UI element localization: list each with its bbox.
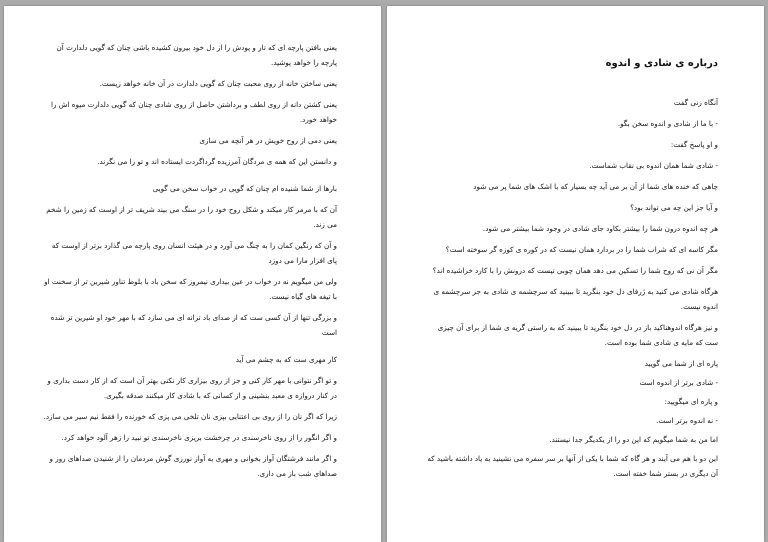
- paragraph: یعنی دمی از روح خویش در هر آنچه می سازی: [199, 136, 337, 145]
- paragraph: و بزرگی تنها از آن کسی ست که از صدای باد ترانه ای می سازد که با مهر خود او شیرین تر شده است: [50, 313, 337, 337]
- paragraph: ولی من میگویم نه در خواب در عین بیداری نیمروز که سخن باد با بلوط تناور شیرین تر از سخنت او با تیغه های گیاه نیست.: [44, 277, 337, 301]
- paragraph: اما من به شما میگویم که این دو را از یکدیگر جدا نیستند.: [549, 435, 718, 444]
- paragraph: و اگر انگور را از روی ناخرسندی در چرخشت بریزی ناخرسندی تو نبید را زهر آلود خواهد کرد.: [61, 433, 337, 442]
- paragraph: این دو با هم می آیند و هر گاه که شما با یکی از آنها بر سر سفره می نشینید به یاد داشته باشید که آن دیگری در بستر شما خفته است.: [427, 454, 718, 478]
- paragraph: و پاره ای میگویید:: [664, 397, 718, 406]
- paragraph: و اگر مانند فرشتگان آواز بخوانی و مهری به آواز نورزی گوش مردمان را از شنیدن صداهای روز و صداهای شب باز می داری.: [49, 454, 337, 478]
- paragraph: یعنی کشتن دانه از روی لطف و برداشتن حاصل از روی شادی چنان که گویی دلدارت میوه اش را خواهد خورد.: [50, 100, 337, 124]
- paragraph: هرگاه شادی می کنید به ژرفای دل خود بنگرید تا ببینید که سرچشمه ی شادی به جز سرچشمه ی اندوه نیست.: [433, 287, 718, 311]
- paragraph: - با ما از شادی و اندوه سخن بگو.: [617, 119, 718, 128]
- document-page-right: [387, 6, 764, 542]
- paragraph: و تو اگر نتوانی با مهر کار کنی و جز از روی بیزاری کار نکنی بهتر آن است که از کار دست بداری و در کنار دروازه ی معبد بنشینی و از کسانی که با شادی کار میکنند صدقه بگیری.: [47, 376, 337, 400]
- paragraph: - نه اندوه برتر است.: [656, 416, 718, 425]
- paragraph: - شادی برتر از اندوه است: [639, 378, 718, 387]
- paragraph: مگر آن نی که روح شما را تسکین می دهد همان چوبی نیست که درونش را با کارد خراشیده اند؟: [432, 266, 718, 275]
- paragraph: مگر کاسه ای که شراب شما را در بردارد همان نیست که در کوره ی کوزه گر سوخته است؟: [445, 245, 718, 254]
- paragraph: یعنی بافتن پارچه ای که تار و پودش را از دل خود بیرون کشیده باشی چنان که گویی دلدارت آن پارچه را خواهد پوشید.: [56, 43, 337, 67]
- paragraph: هر چه اندوه درون شما را بیشتر بکاود جای شادی در وجود شما بیشتر می شود.: [482, 224, 718, 233]
- paragraph: زیرا که اگر نان را از روی بی اعتنایی بپزی نان تلخی می پزی که خورنده را فقط نیم سیر می سازد.: [43, 412, 337, 421]
- paragraph: یعنی ساختن خانه از روی محبت چنان که گویی دلدارت در آن خانه خواهد زیست.: [99, 79, 337, 88]
- paragraph: و آیا جز این چه می تواند بود؟: [630, 203, 718, 212]
- paragraph: بارها از شما شنیده ام چنان که گویی در خواب سخن می گویی: [152, 184, 337, 193]
- paragraph: - شادی شما همان اندوه بی نقاب شماست.: [589, 161, 718, 170]
- paragraph: آن که با مرمر کار میکند و شکل روح خود را در سنگ می بیند شریف تر از اوست که زمین را شخم می زند.: [46, 205, 337, 229]
- document-title: درباره ی شادی و اندوه: [605, 58, 718, 69]
- paragraph: پاره ای از شما می گویید: [644, 359, 718, 368]
- paragraph: و دانستن این که همه ی مردگان آمرزیده گرداگردت ایستاده اند و تو را می نگرند.: [97, 157, 337, 166]
- paragraph: و او پاسخ گفت:: [670, 140, 718, 149]
- paragraph: چاهی که خنده های شما از آن بر می آید چه بسیار که با اشک های شما پر می شود: [473, 182, 718, 191]
- paragraph: آنگاه زنی گفت: [673, 98, 718, 107]
- paragraph: و نیز هرگاه اندوهناکید باز در دل خود بنگرید تا ببینید که به راستی گریه ی شما از برای آن چیزی ست که مایه ی شادی شما بوده است.: [437, 323, 718, 347]
- paragraph: کار مهری ست که به چشم می آید: [235, 355, 337, 364]
- paragraph: و آن که رنگین کمان را به چنگ می آورد و در هیئت انسان روی پارچه می گذارد برتر از اوست که پای افزار مارا می دوزد: [51, 241, 337, 265]
- document-page-left: [4, 6, 381, 542]
